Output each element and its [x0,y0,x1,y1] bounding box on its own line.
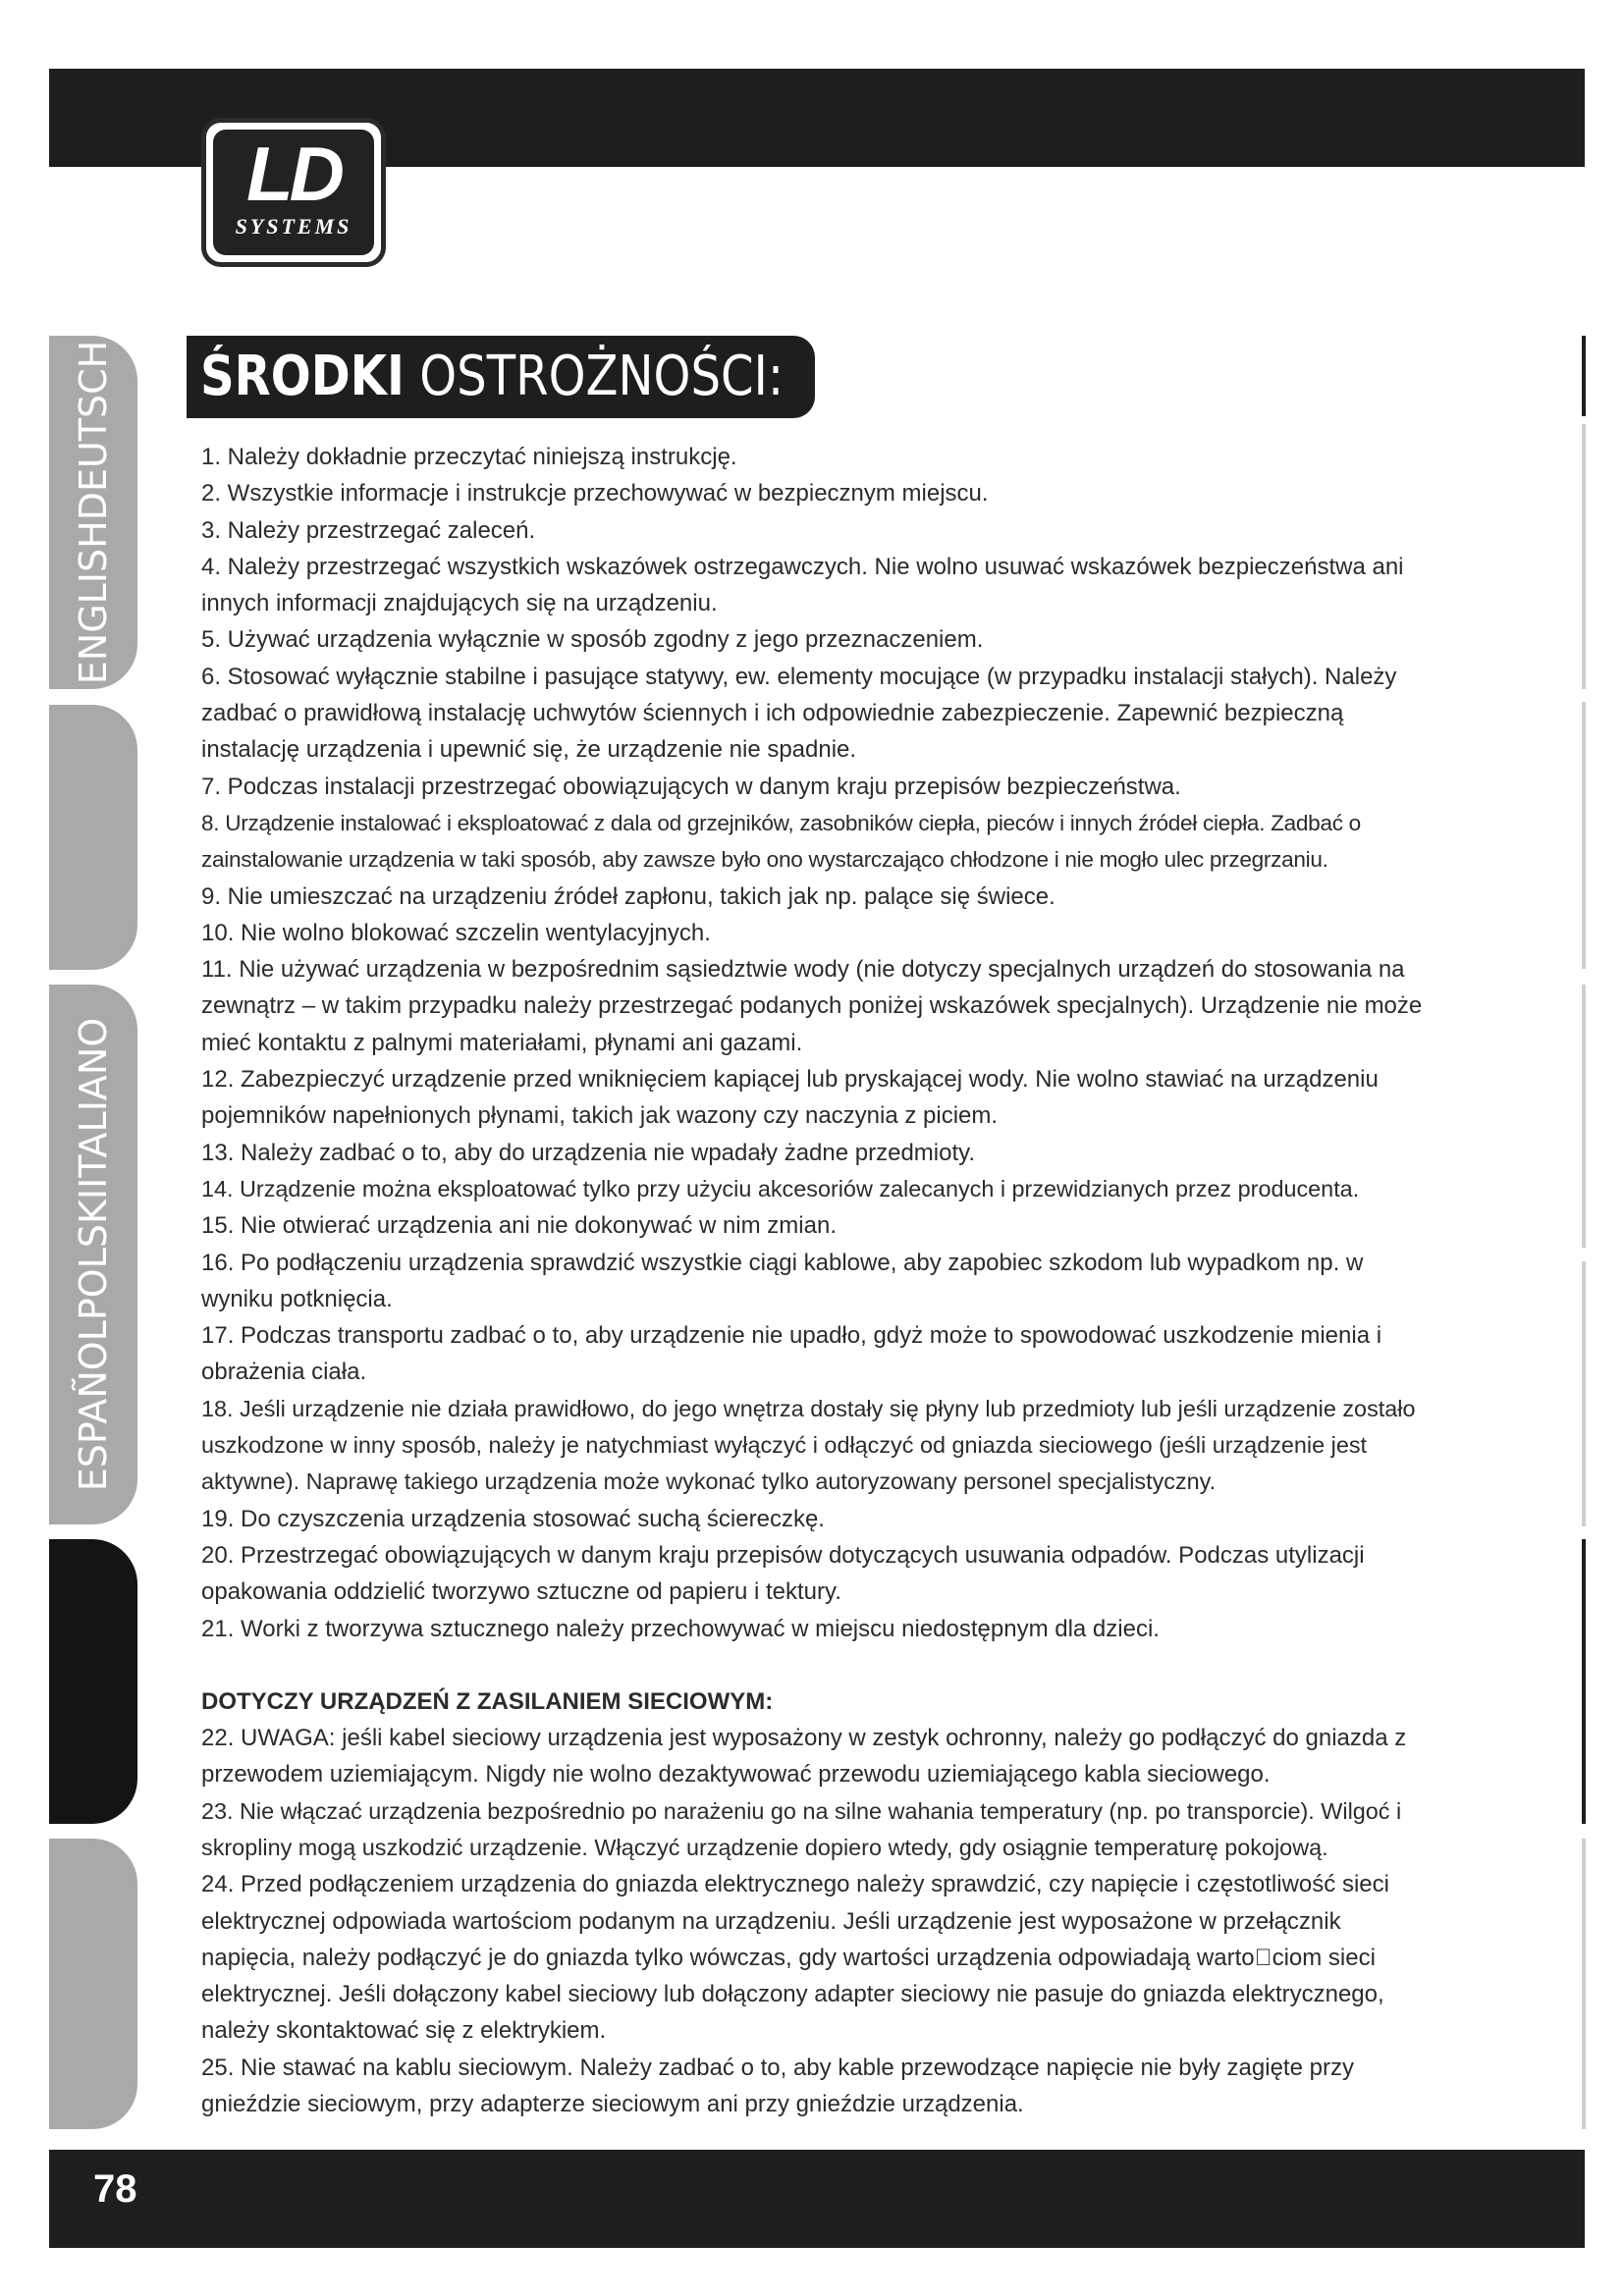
safety-instructions [201,439,1429,2122]
list-item: 5. Używać urządzenia wyłącznie w sposób zgodny z jego przeznaczeniem. [201,626,984,654]
list-item: 14. Urządzenie można eksploatować tylko przy użyciu akcesoriów zalecanych i przewidzianych przez producenta. [201,1175,1360,1201]
tab-polski-active[interactable] [49,1539,137,1824]
list-item: 13. Należy zadbać o to, aby do urządzenia nie wpadały żadne przedmioty. [201,1139,976,1166]
list-item: 2. Wszystkie informacje i instrukcje przechowywać w bezpiecznym miejscu. [201,480,989,507]
list-item: 11. Nie używać urządzenia w bezpośrednim sąsiedztwie wody (nie dotyczy specjalnych urządzeń do stosowania na zewnątrz – w takim przypadku należy przestrzegać podanych poniżej wskazówek specjalnych). Urządzenie nie może mieć kontaktu z palnymi materiałami, płynami ani gazami. [201,956,1423,1056]
tab-language-6[interactable] [49,1839,137,2129]
list-item: 21. Worki z tworzywa sztucznego należy przechowywać w miejscu niedostępnym dla dzieci. [201,1615,1160,1642]
mains-items [201,1720,1429,2122]
list-item: 18. Jeśli urządzenie nie działa prawidłowo, do jego wnętrza dostały się płyny lub przedmioty lub jeśli urządzenie zostało uszkodzone w inny sposób, należy je natychmiast wyłączyć i odłączyć od gniazda sieciowego (jeśli urządzenie jest aktywne). Naprawę takiego urządzenia może wykonać tylko autoryzowany personel specjalistyczny. [201,1395,1416,1495]
list-item: 1. Należy dokładnie przeczytać niniejszą instrukcję. [201,444,737,470]
list-item: 22. UWAGA: jeśli kabel sieciowy urządzenia jest wyposażony w zestyk ochronny, należy go podłączyć do gniazda z przewodem uziemiającym. Nigdy nie wolno dezaktywować przewodu uziemiającego kabla sieciowego. [201,1725,1407,1789]
list-item: 6. Stosować wyłącznie stabilne i pasujące statywy, ew. elementy mocujące (w przypadku instalacji stałych). Należy zadbać o prawidłową instalację uchwytów ściennych i ich odpowiednie zabezpieczenie. Zapewnić bezpieczną instalację urządzenia i upewnić się, że urządzenie nie spadnie. [201,663,1397,764]
page-title [200,344,784,410]
side-marker [1582,1839,1586,2129]
title-bold: ŚRODKI [200,345,405,408]
list-item: 17. Podczas transportu zadbać o to, aby urządzenie nie upadło, gdyż może to spowodować uszkodzenie mienia i obrażenia ciała. [201,1322,1382,1386]
side-marker-active [1582,1539,1586,1824]
title-light: OSTROŻNOŚCI: [419,345,785,408]
logo-mark: LD [246,131,341,217]
list-item: 19. Do czyszczenia urządzenia stosować suchą ściereczkę. [201,1505,825,1532]
page-number: 78 [93,2167,137,2211]
list-item: 9. Nie umieszczać na urządzeniu źródeł zapłonu, takich jak np. palące się świece. [201,882,1056,910]
mains-heading: DOTYCZY URZĄDZEŃ Z ZASILANIEM SIECIOWYM: [201,1687,774,1715]
section-title-box [187,336,815,418]
list-item: 3. Należy przestrzegać zaleceń. [201,516,536,544]
logo-subtitle: SYSTEMS [235,214,352,239]
side-marker [1582,336,1586,416]
list-item: 4. Należy przestrzegać wszystkich wskazówek ostrzegawczych. Nie wolno usuwać wskazówek bezpieczeństwa ani innych informacji znajdujących się na urządzeniu. [201,553,1404,617]
side-marker [1582,1261,1586,1526]
list-item: 16. Po podłączeniu urządzenia sprawdzić wszystkie ciągi kablowe, aby zapobiec szkodom lub wypadkom np. w wyniku potknięcia. [201,1249,1364,1312]
footer-bar [49,2150,1585,2248]
side-marker [1582,424,1586,689]
tab-label: ESPAÑOLPOLSKIITALIANO [72,1017,115,1492]
list-item: 24. Przed podłączeniem urządzenia do gniazda elektrycznego należy sprawdzić, czy napięcie i częstotliwość sieci elektrycznej odpowiada wartościom podanym na urządzeniu. Jeśli urządzenie jest wyposażone w przełącznik napięcia, należy podłączyć je do gniazda tylko wówczas, gdy wartości urządzenia odpowiadają warto ciom sieci elektrycznej. Jeśli dołączony kabel sieciowy lub dołączony adapter sieciowy nie pasuje do gniazda elektrycznego, należy skontaktować się z elektrykiem. [201,1871,1389,2045]
list-item: 12. Zabezpieczyć urządzenie przed wniknięciem kapiącej lub pryskającej wody. Nie wolno stawiać na urządzeniu pojemników napełnionych płynami, takich jak wazony czy naczynia z piciem. [201,1066,1379,1130]
tab-espanol-polski-italiano[interactable] [49,985,137,1524]
list-item: 10. Nie wolno blokować szczelin wentylacyjnych. [201,919,711,946]
ld-systems-logo [201,118,386,267]
list-item: 7. Podczas instalacji przestrzegać obowiązujących w danym kraju przepisów bezpieczeństwa. [201,773,1181,800]
list-item: 23. Nie włączać urządzenia bezpośrednio po narażeniu go na silne wahania temperatury (np. po transporcie). Wilgoć i skropliny mogą uszkodzić urządzenie. Włączyć urządzenie dopiero wtedy, gdy osiągnie temperaturę pokojową. [201,1797,1402,1860]
logo-badge [213,130,374,255]
list-item: 8. Urządzenie instalować i eksploatować z dala od grzejników, zasobników ciepła, pieców i innych źródeł ciepła. Zadbać o zainstalowanie urządzenia w taki sposób, aby zawsze było ono wystarczająco chłodzone i nie mogło ulec przegrzaniu. [201,810,1361,873]
tab-language-2[interactable] [49,705,137,970]
side-marker [1582,985,1586,1248]
general-items [201,439,1429,1647]
side-marker [1582,702,1586,969]
tab-label: ENGLISHDEUTSCH [72,340,115,685]
list-item: 20. Przestrzegać obowiązujących w danym kraju przepisów dotyczących usuwania odpadów. Podczas utylizacji opakowania oddzielić tworzywo sztuczne od papieru i tektury. [201,1541,1365,1606]
list-item: 25. Nie stawać na kablu sieciowym. Należy zadbać o to, aby kable przewodzące napięcie nie były zagięte przy gnieździe sieciowym, przy adapterze sieciowym ani przy gnieździe urządzenia. [201,2054,1354,2118]
tab-english-deutsch[interactable] [49,336,137,689]
list-item: 15. Nie otwierać urządzenia ani nie dokonywać w nim zmian. [201,1212,837,1240]
